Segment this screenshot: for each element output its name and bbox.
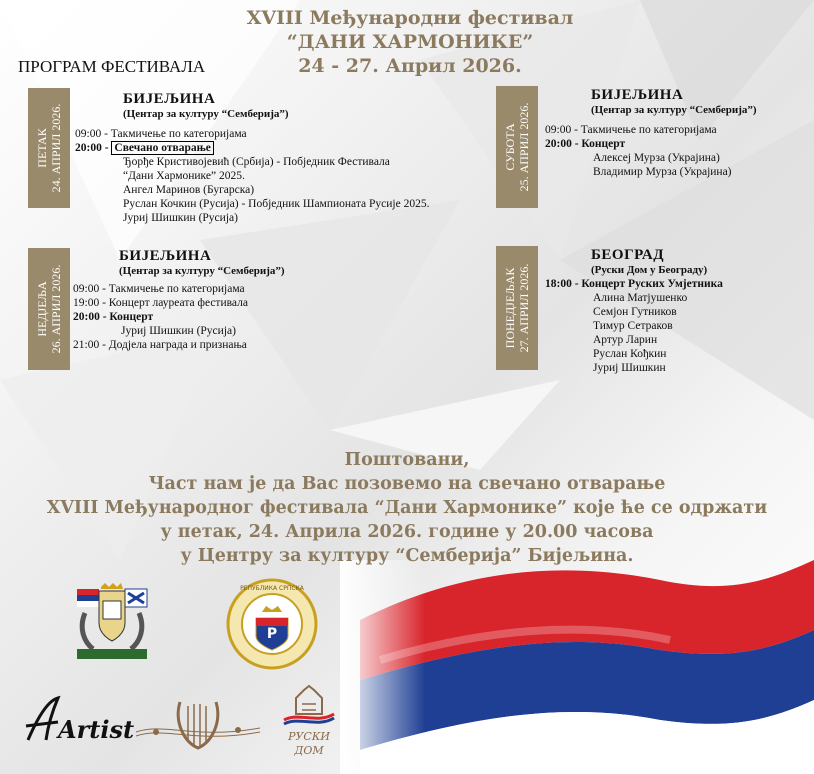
day-name: СУБОТА (503, 123, 517, 171)
venue-name: (Центар за културу “Семберија”) (591, 104, 757, 116)
schedule-row: 18:00 - Концерт Руских Умјетника (545, 278, 723, 290)
performer: Јуриј Шишкин (Русија) (121, 325, 236, 337)
bijeljina-coat-of-arms-icon (73, 583, 151, 663)
ruski-dom-logo (278, 684, 340, 760)
venue-name: (Центар за културу “Семберија”) (123, 108, 289, 120)
performer: Ђорђе Кристивојевић (Србија) - Побједник Фестивала (123, 156, 390, 168)
invitation-line: XVIII Међународног фестивала “Дани Хармонике” које ће се одржати (46, 498, 768, 518)
opening-box: Свечано отварање (111, 141, 213, 155)
day-name: ПЕТАК (35, 128, 49, 168)
invitation-greeting: Поштовани, (344, 450, 470, 470)
city-name: БИЈЕЉИНА (123, 91, 216, 107)
republika-srpska-flag (340, 560, 814, 774)
festival-name: “ДАНИ ХАРМОНИКЕ” (286, 31, 534, 53)
schedule-row: 09:00 - Такмичење по категоријама (545, 124, 717, 136)
ruski-dom-text: ДОМ (294, 744, 324, 757)
day-schedule-saturday (545, 86, 810, 179)
lyre-music-logo (134, 692, 262, 754)
venue-name: (Руски Дом у Београду) (591, 264, 708, 276)
performer: Алексеј Мурза (Украјина) (593, 152, 720, 164)
invitation-text (0, 448, 814, 568)
schedule-row: 09:00 - Такмичење по категоријама (75, 128, 247, 140)
republika-srpska-seal-icon (222, 578, 322, 670)
day-date: 24. АПРИЛ 2026. (49, 103, 63, 193)
day-bar-sunday (28, 248, 70, 370)
day-schedule-monday (545, 246, 810, 375)
day-name: НЕДЈЕЉА (35, 281, 49, 337)
artist-text: Artist (58, 715, 135, 744)
festival-title: XVIII Међународни фестивал (246, 7, 574, 29)
program-heading: ПРОГРАМ ФЕСТИВАЛА (18, 57, 206, 76)
schedule-row: 21:00 - Додјела награда и признања (73, 339, 247, 351)
performer: Ангел Маринов (Бугарска) (123, 184, 255, 196)
city-name: БЕОГРАД (591, 247, 665, 263)
performer: Руслан Кођкин (593, 348, 667, 360)
day-date: 25. АПРИЛ 2026. (517, 102, 531, 192)
performer: “Дани Хармонике” 2025. (123, 170, 245, 182)
performer: Семјон Гутников (593, 306, 677, 318)
schedule-row-opening: 20:00 - Свечано отварање (75, 141, 495, 155)
svg-text:Р: Р (266, 626, 278, 642)
invitation-line: Част нам је да Вас позовемо на свечано отварање (148, 474, 666, 494)
artist-logo (18, 692, 135, 750)
schedule-row: 19:00 - Концерт лауреата фестивала (73, 297, 248, 309)
festival-dates: 24 - 27. Април 2026. (298, 55, 522, 77)
day-bar-monday (496, 246, 538, 370)
venue-name: (Центар за културу “Семберија”) (119, 265, 285, 277)
seal-ring-text: РЕПУБЛИКА СРПСКА (240, 585, 304, 592)
day-date: 26. АПРИЛ 2026. (49, 264, 63, 354)
performer: Тимур Сетраков (593, 320, 673, 332)
day-bar-saturday (496, 86, 538, 208)
performer: Владимир Мурза (Украјина) (593, 166, 732, 178)
day-schedule-sunday (73, 247, 473, 352)
city-name: БИЈЕЉИНА (591, 87, 684, 103)
performer: Алина Матјушенко (593, 292, 688, 304)
day-date: 27. АПРИЛ 2026. (517, 263, 531, 353)
city-name: БИЈЕЉИНА (119, 248, 212, 264)
performer: Јуриј Шишкин (593, 362, 666, 374)
schedule-row: 09:00 - Такмичење по категоријама (73, 283, 245, 295)
day-bar-friday (28, 88, 70, 208)
schedule-row: 20:00 - Концерт (545, 138, 626, 150)
performer: Артур Ларин (593, 334, 658, 346)
invitation-line: у петак, 24. Априла 2026. године у 20.00 часова (160, 522, 654, 542)
performer: Руслан Кочкин (Русија) - Побједник Шампионата Русије 2025. (123, 198, 430, 210)
day-schedule-friday (75, 90, 495, 225)
performer: Јуриј Шишкин (Русија) (123, 212, 238, 224)
day-name: ПОНЕДЈЕЉАК (503, 267, 517, 349)
schedule-row: 20:00 - Концерт (73, 311, 154, 323)
ruski-dom-text: РУСКИ (288, 730, 330, 743)
invitation-line: у Центру за културу “Семберија” Бијељина. (180, 546, 634, 566)
